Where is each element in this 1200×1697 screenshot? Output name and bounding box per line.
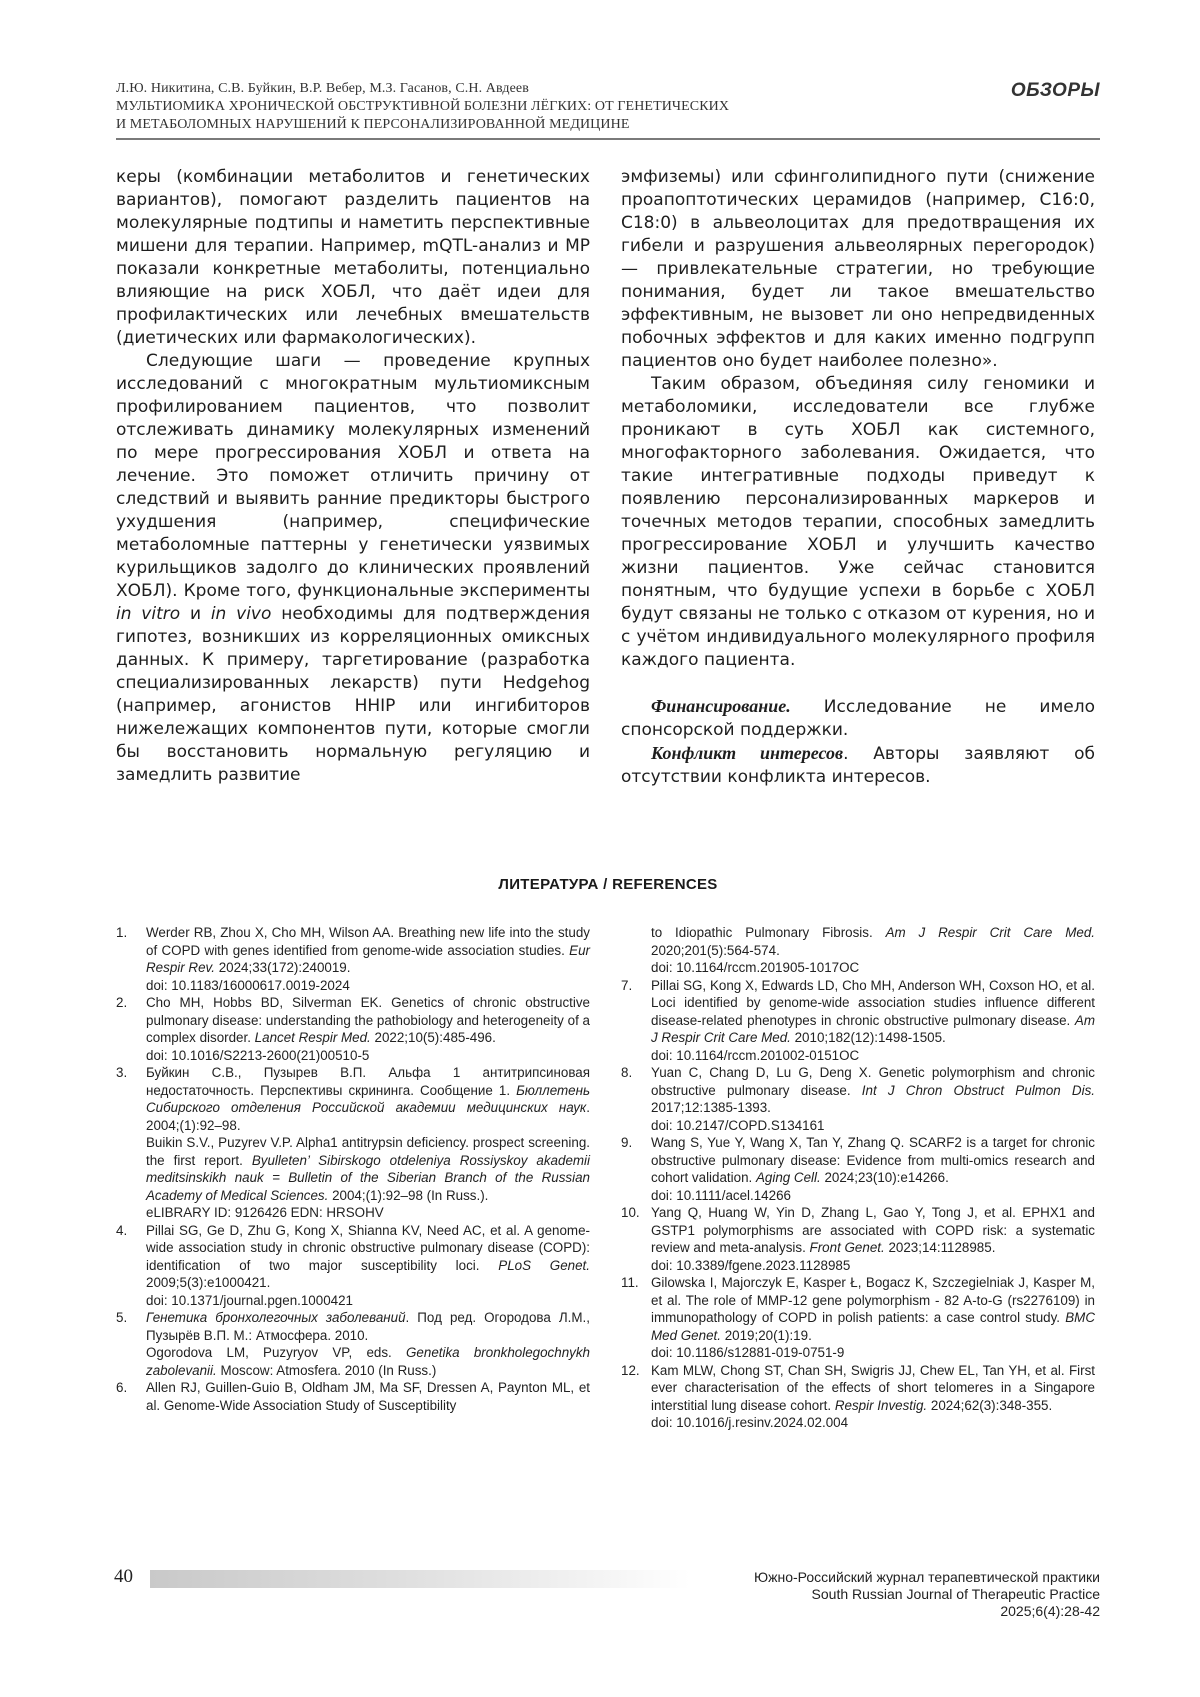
doi-link[interactable]: doi: 10.1164/rccm.201002-0151OC bbox=[651, 1047, 860, 1063]
journal-citation: 2025;6(4):28-42 bbox=[1000, 1603, 1100, 1619]
reference-item: 4. Pillai SG, Ge D, Zhu G, Kong X, Shianna KV, Need AC, et al. A genome-wide association study in chronic obstructive pulmonary disease (COPD): identification of two major susceptibility loci. PLoS Genet. 2009;5(3):e1000421. doi: 10.1371/journal.pgen.1000421 bbox=[116, 1222, 590, 1308]
footer-gradient-bar bbox=[150, 1570, 690, 1588]
doi-link[interactable]: doi: 10.1016/j.resinv.2024.02.004 bbox=[651, 1415, 849, 1430]
doi-link[interactable]: doi: 10.1186/s12881-019-0751-9 bbox=[651, 1345, 845, 1360]
reference-item: 7. Pillai SG, Kong X, Edwards LD, Cho MH, Anderson WH, Coxson HO, et al. Loci identified by genome-wide association studies influence different disease-related phenotypes in chronic obstructive pulmonary disease. Am J Respir Crit Care Med. 2010;182(12):1498-1505. doi: 10.1164/rccm.201002-0151OC bbox=[621, 977, 1095, 1063]
reference-item: 3. Буйкин С.В., Пузырев В.П. Альфа 1 антитрипсиновая недостаточность. Перспективы скрининга. Сообщение 1. Бюллетень Сибирского отделения Российской академии медицинских наук. 2004;(1):92–98. Buikin S.V., Puzyrev V.P. Alpha1 antitrypsin deficiency. prospect screening. the first report. Byulleten’ Sibirskogo otdeleniya Rossiyskoy akademii meditsinskikh nauk = Bulletin of the Siberian Branch of the Russian Academy of Medical Sciences. 2004;(1):92–98 (In Russ.). eLIBRARY ID: 9126426 EDN: HRSOHV bbox=[116, 1065, 591, 1220]
reference-item: 12. Kam MLW, Chong ST, Chan SH, Swigris JJ, Chew EL, Tan YH, et al. First ever characterisation of the effects of short telomeres in a Singapore interstitial lung disease cohort. Respir Investig. 2024;62(3):348-355. doi: 10.1016/j.resinv.2024.02.004 bbox=[621, 1362, 1095, 1430]
doi-link[interactable]: doi: 10.1164/rccm.201905-1017OC bbox=[651, 960, 860, 975]
funding-statement: Финансирование. Исследование не имело спонсорской поддержки. bbox=[621, 696, 1095, 740]
body-column-left bbox=[116, 166, 590, 787]
header-authors: Л.Ю. Никитина, С.В. Буйкин, В.Р. Вебер, М.З. Гасанов, С.Н. Авдеев bbox=[116, 81, 529, 96]
page-number: 40 bbox=[114, 1566, 133, 1587]
header-title-line-1: МУЛЬТИОМИКА ХРОНИЧЕСКОЙ ОБСТРУКТИВНОЙ БОЛЕЗНИ ЛЁГКИХ: ОТ ГЕНЕТИЧЕСКИХ bbox=[116, 99, 730, 114]
reference-item: 2. Cho MH, Hobbs BD, Silverman EK. Genetics of chronic obstructive pulmonary disease: understanding the pathobiology and heterogeneity of a complex disorder. Lancet Respir Med. 2022;10(5):485-496. doi: 10.1016/S2213-2600(21)00510-5 bbox=[116, 995, 590, 1063]
body-paragraph: Таким образом, объединяя силу геномики и метаболомики, исследователи все глубже проникают в суть ХОБЛ как системного, многофакторного заболевания. Ожидается, что такие интегративные подходы приведут к появлению персонализированных маркеров и точечных методов терапии, способных замедлить прогрессирование ХОБЛ и улучшить качество жизни пациентов. Уже сейчас становится понятным, что будущие успехи в борьбе с ХОБЛ будут связаны не только с отказом от курения, но и с учётом индивидуального молекулярного профиля каждого пациента. bbox=[621, 374, 1095, 670]
reference-item: 6. Allen RJ, Guillen-Guio B, Oldham JM, Ma SF, Dressen A, Paynton ML, et al. Genome-Wide Association Study of Susceptibility bbox=[116, 1380, 590, 1413]
reference-item: 9. Wang S, Yue Y, Wang X, Tan Y, Zhang Q. SCARF2 is a target for chronic obstructive pulmonary disease: Evidence from multi-omics research and cohort validation. Aging Cell. 2024;23(10):e14266. doi: 10.1111/acel.14266 bbox=[621, 1135, 1095, 1203]
reference-item: 8. Yuan C, Chang D, Lu G, Deng X. Genetic polymorphism and chronic obstructive pulmonary disease. Int J Chron Obstruct Pulmon Dis. 2017;12:1385-1393. doi: 10.2147/COPD.S134161 bbox=[621, 1065, 1095, 1133]
references-column-left bbox=[116, 924, 590, 1414]
body-paragraph: Следующие шаги — проведение крупных исследований с многократным мультиомиксным профилированием пациентов, что позволит отслеживать динамику молекулярных изменений по мере прогрессирования ХОБЛ и ответа на лечение. Это поможет отличить причину от следствий и выявить ранние предикторы быстрого ухудшения (например, специфические метаболомные паттерны у генетически уязвимых курильщиков задолго до клинических проявлений ХОБЛ). Кроме того, функциональные эксперименты in vitro и in vivo необходимы для подтверждения гипотез, возникших из корреляционных омиксных данных. К примеру, таргетирование (разработка специализированных лекарств) пути Hedgehog (например, агонистов HHIP или ингибиторов нижележащих компонентов пути, которые смогли бы восстановить нормальную регуляцию и замедлить развитие bbox=[116, 351, 590, 785]
body-paragraph: керы (комбинации метаболитов и генетических вариантов), помогают разделить пациентов на молекулярные подтипы и наметить перспективные мишени для терапии. Например, mQTL-анализ и МР показали конкретные метаболиты, потенциально влияющие на риск ХОБЛ, что даёт идеи для профилактических или лечебных вмешательств (диетических или фармакологических). bbox=[116, 167, 590, 348]
doi-link[interactable]: doi: 10.2147/COPD.S134161 bbox=[651, 1117, 825, 1133]
section-label: ОБЗОРЫ bbox=[1010, 80, 1100, 101]
body-column-right bbox=[621, 166, 1095, 789]
elibrary-id: eLIBRARY ID: 9126426 EDN: HRSOHV bbox=[146, 1205, 384, 1220]
doi-link[interactable]: doi: 10.1016/S2213-2600(21)00510-5 bbox=[146, 1047, 370, 1063]
doi-link[interactable]: doi: 10.1371/journal.pgen.1000421 bbox=[146, 1292, 353, 1308]
header-title-line-2: И МЕТАБОЛОМНЫХ НАРУШЕНИЙ К ПЕРСОНАЛИЗИРОВАННОЙ МЕДИЦИНЕ bbox=[116, 117, 630, 132]
doi-link[interactable]: doi: 10.1183/16000617.0019-2024 bbox=[146, 977, 350, 993]
reference-item: 1. Werder RB, Zhou X, Cho MH, Wilson AA. Breathing new life into the study of COPD with genes identified from genome-wide association studies. Eur Respir Rev. 2024;33(172):240019. doi: 10.1183/16000617.0019-2024 bbox=[116, 925, 590, 993]
doi-link[interactable]: doi: 10.1111/acel.14266 bbox=[651, 1187, 791, 1203]
doi-link[interactable]: doi: 10.3389/fgene.2023.1128985 bbox=[651, 1257, 851, 1273]
journal-name-en: South Russian Journal of Therapeutic Practice bbox=[811, 1586, 1100, 1602]
body-paragraph: эмфиземы) или сфинголипидного пути (снижение проапоптотических церамидов (например, C16:0, C18:0) в альвеолоцитах для предотвращения их гибели и разрушения альвеолярных перегородок) — привлекательные стратегии, но требующие понимания, будет ли такое вмешательство эффективным, не вызовет ли оно непредвиденных побочных эффектов и для каких именно подгрупп пациентов оно будет наиболее полезно». bbox=[621, 167, 1095, 371]
references-heading: ЛИТЕРАТУРА / REFERENCES bbox=[498, 876, 718, 893]
reference-item: 5. Генетика бронхолегочных заболеваний. Под ред. Огородова Л.М., Пузырёв В.П. М.: Атмосфера. 2010. Ogorodova LM, Puzyryov VP, eds. Genetika bronkholegochnykh zabolevanii. Moscow: Atmosfera. 2010 (In Russ.) bbox=[116, 1310, 590, 1378]
journal-name-ru: Южно-Российский журнал терапевтической практики bbox=[753, 1569, 1100, 1585]
references-column-right bbox=[621, 924, 1095, 1432]
conflict-statement: Конфликт интересов. Авторы заявляют об отсутствии конфликта интересов. bbox=[621, 743, 1095, 787]
running-header bbox=[116, 80, 1100, 140]
reference-item-continued: to Idiopathic Pulmonary Fibrosis. Am J Respir Crit Care Med. 2020;201(5):564-574. doi: 10.1164/rccm.201905-1017OC bbox=[651, 925, 1095, 975]
reference-item: 11. Gilowska I, Majorczyk E, Kasper Ł, Bogacz K, Szczegielniak J, Kasper M, et al. The role of MMP-12 gene polymorphism - 82 A-to-G (rs2276109) in immunopathology of COPD in polish patients: a case control study. BMC Med Genet. 2019;20(1):19. doi: 10.1186/s12881-019-0751-9 bbox=[621, 1275, 1095, 1360]
reference-item: 10. Yang Q, Huang W, Yin D, Zhang L, Gao Y, Tong J, et al. EPHX1 and GSTP1 polymorphisms are associated with COPD risk: a systematic review and meta-analysis. Front Genet. 2023;14:1128985. doi: 10.3389/fgene.2023.1128985 bbox=[621, 1205, 1095, 1273]
journal-footer bbox=[754, 1569, 1100, 1620]
